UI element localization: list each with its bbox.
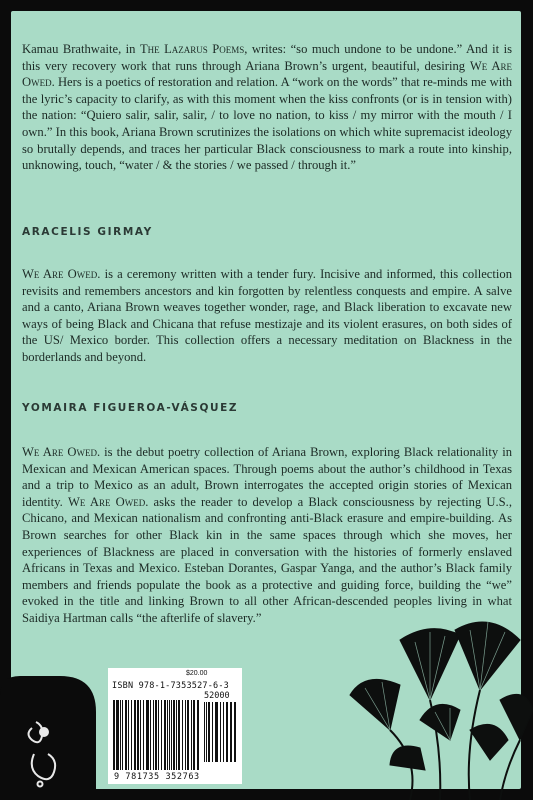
barcode-bar [116, 700, 119, 770]
book-title: We Are Owed [22, 58, 512, 90]
barcode-bar [191, 700, 192, 770]
barcode-bar [171, 700, 172, 770]
book-title: We Are Owed. [67, 494, 149, 509]
barcode-bar [167, 700, 168, 770]
barcode-bar [220, 702, 221, 762]
barcode-bar [140, 700, 141, 770]
book-title-reference: The Lazarus Poems [139, 42, 245, 56]
ean-digits: 9 781735 352763 [114, 772, 200, 782]
ean-barcode-bars [113, 700, 199, 770]
barcode-bar [176, 700, 177, 770]
blurb-figueroa [22, 266, 512, 366]
barcode-bar [226, 702, 228, 762]
barcode-bar [113, 700, 115, 770]
barcode-bar [212, 702, 213, 762]
barcode-bar [161, 700, 162, 770]
publisher-logo-icon [0, 676, 96, 800]
barcode-bar [197, 700, 199, 770]
ginkgo-plant-icon [330, 600, 533, 800]
barcode-bar [146, 700, 149, 770]
barcode-bar [143, 700, 144, 770]
barcode-bar [134, 700, 136, 770]
barcode-bar [182, 700, 183, 770]
blurb-girmay [22, 41, 512, 174]
barcode-bar [208, 702, 210, 762]
barcode-bar [122, 700, 123, 770]
barcode [108, 668, 242, 784]
barcode-bar [204, 702, 205, 762]
blurb-text: . Hers is a poetics of restoration and relation. A “work on the words” that re-minds me with the lyric’s capacity to clarify, as with this moment when the kiss confronts (or is in tension with) the nation: “Quiero salir, salir, salir, / to love no nation, to kiss / my mirror with the mouth / I own.” In this book, Ariana Brown scrutinizes the isolations on which white supremacist ideology so brutally depends, and traces her particular Black consciousness to mark a route into kinship, unknowing, touch, “water / & the stories / we passed / through it.” [22, 75, 512, 173]
addon-barcode-bars [204, 702, 238, 762]
barcode-bar [187, 700, 189, 770]
book-title: We Are Owed. [22, 267, 101, 281]
attribution-figueroa: YOMAIRA FIGUEROA-VÁSQUEZ [22, 402, 239, 414]
barcode-bar [193, 700, 195, 770]
price-label: $20.00 [186, 670, 208, 677]
barcode-bar [150, 700, 151, 770]
barcode-bar [164, 700, 166, 770]
barcode-bar [223, 702, 224, 762]
blurb-text: , writes: “so much undone to be undone.” And it is this very recovery work that runs through Ariana Brown’s urgent, beautiful, desiring [22, 42, 512, 73]
barcode-bar [125, 700, 127, 770]
blurb-text: is a ceremony written with a tender fury. Incisive and informed, this collection revisits and remembers ancestors and kin forgotten by relentless conquests and empire. A salve and a canto, Ariana Brown weaves together wonder, rage, and Black liberation to excavate new ways of being Black and Chicana that refuse mestizaje and its violent erasures, on both sides of the US/ Mexico border. This collection offers a necessary meditation on Blackness in the borderlands and beyond. [22, 267, 512, 364]
blurb-text: Kamau Brathwaite, in [22, 42, 140, 56]
barcode-bar [230, 702, 232, 762]
barcode-bar [128, 700, 129, 770]
barcode-bar [215, 702, 218, 762]
price-addon-code: 52000 [204, 691, 230, 701]
barcode-bar [169, 700, 170, 770]
barcode-bar [185, 700, 186, 770]
barcode-bar [153, 700, 154, 770]
barcode-bar [178, 700, 180, 770]
barcode-bar [173, 700, 175, 770]
isbn-label: ISBN 978-1-7353527-6-3 [112, 681, 229, 691]
attribution-girmay: ARACELIS GIRMAY [22, 226, 153, 238]
barcode-bar [120, 700, 121, 770]
barcode-bar [206, 702, 207, 762]
barcode-bar [155, 700, 157, 770]
blurb-text: is the debut poetry collection of Ariana Brown, exploring Black relationality in Mexican and Mexican American spaces. Through poems about the author’s childhood in Texas and a trip to Mexico as an adult, Brown interrogates the accepted origin stories of Mexican identity. [22, 445, 512, 509]
book-title: We Are Owed. [22, 445, 101, 459]
barcode-bar [137, 700, 139, 770]
barcode-bar [131, 700, 132, 770]
barcode-bar [234, 702, 236, 762]
barcode-bar [158, 700, 159, 770]
blurb-text: asks the reader to develop a Black consciousness by rejecting U.S., Chicano, and Mexican nationalism and confronting anti-Black erasure and empire-building. As Brown searches for other Black kin in the same spaces through which she moves, her experiences of Blackness are placed in conversation with the histories of formerly enslaved Africans in Texas and Mexico. Esteban Dorantes, Gaspar Yanga, and the author’s Black family members and friends populate the book as a protective and guiding force, building the “we” evoked in the title and linking Brown to all other African-descended peoples living in what Saidiya Hartman calls “the afterlife of slavery.” [22, 494, 512, 625]
